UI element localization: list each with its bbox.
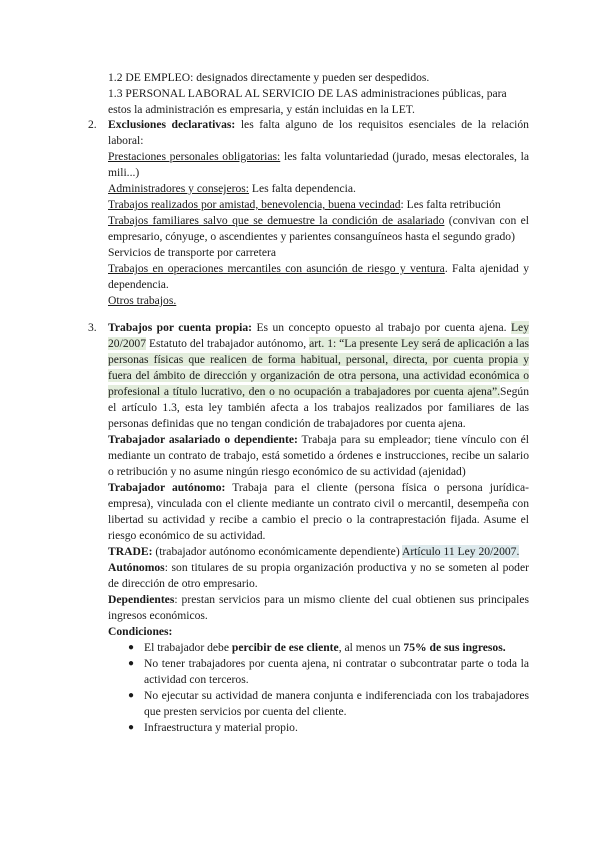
- paragraph-text: Estatuto del trabajador autónomo,: [146, 337, 310, 350]
- exclusion-text: : Les falta retribución: [400, 198, 501, 211]
- bullet-icon: ●: [128, 658, 135, 669]
- section-2-number: 2.: [88, 118, 97, 131]
- exclusion-term: Administradores y consejeros:: [108, 182, 250, 195]
- section-3-number: 3.: [88, 321, 97, 334]
- exclusion-item: [108, 261, 529, 293]
- section-2: [108, 117, 529, 309]
- definition-trade: [108, 544, 529, 560]
- exclusion-text: Servicios de transporte por carretera: [108, 246, 277, 259]
- condition-text: , al menos un: [338, 641, 404, 654]
- conditions-title: Condiciones:: [108, 625, 173, 638]
- exclusion-item: [108, 213, 529, 245]
- condition-text: No tener trabajadores por cuenta ajena, ni contratar o subcontratar parte o toda la actividad con terceros.: [144, 657, 529, 686]
- list-item: [128, 656, 529, 688]
- exclusion-term: Trabajos familiares salvo que se demuestre la condición de asalariado: [108, 214, 445, 227]
- condition-emphasis: percibir de ese cliente: [231, 641, 339, 654]
- list-item: [128, 688, 529, 720]
- exclusion-term: Trabajos en operaciones mercantiles con asunción de riesgo y ventura: [108, 262, 445, 275]
- bullet-icon: ●: [128, 722, 135, 733]
- paragraph-text: Es un concepto opuesto al trabajo por cuenta ajena.: [252, 321, 511, 334]
- list-item: [128, 640, 529, 656]
- definition-term: TRADE:: [108, 545, 153, 558]
- condition-text: No ejecutar su actividad de manera conjunta e indiferenciada con los trabajadores que presten servicios por cuenta del cliente.: [144, 689, 529, 718]
- subitem-personal-laboral: 1.3 PERSONAL LABORAL AL SERVICIO DE LAS administraciones públicas, para estos la administración es empresaria, y están incluidas en la LET.: [108, 87, 507, 116]
- exclusion-item: [108, 181, 529, 197]
- section-2-title: Exclusiones declarativas:: [108, 118, 236, 131]
- exclusion-item: [108, 293, 529, 309]
- section-2-heading: [108, 117, 529, 149]
- condition-text: Infraestructura y material propio.: [144, 721, 298, 734]
- bullet-icon: ●: [128, 642, 135, 653]
- definition-text: (trabajador autónomo económicamente dependiente): [152, 545, 402, 558]
- section-3-title: Trabajos por cuenta propia:: [108, 321, 253, 334]
- definition-dependientes: [108, 592, 529, 624]
- exclusion-term: Trabajos realizados por amistad, benevolencia, buena vecindad: [108, 198, 401, 211]
- definition-term: Autónomos: [108, 561, 165, 574]
- highlight-law: Ley 20/2007: [108, 321, 529, 350]
- definition-autonomo: [108, 480, 529, 544]
- exclusion-item: [108, 149, 529, 181]
- definition-autonomos: [108, 560, 529, 592]
- section-3: [108, 320, 529, 736]
- exclusion-item: [108, 197, 529, 213]
- definition-text: Trabaja para su empleador; tiene vínculo con él mediante un contrato de trabajo, está sometido a órdenes e instrucciones, recibe un salario o retribución y no asume ningún riesgo económico de su actividad (ajenidad): [108, 433, 529, 478]
- condition-emphasis: 75% de sus ingresos.: [403, 641, 506, 654]
- definition-text: : son titulares de su propia organización productiva y no se someten al poder de dirección de otro empresario.: [108, 561, 529, 590]
- exclusion-text: (convivan con el empresario, cónyuge, o ascendientes y parientes consanguíneos hasta el segundo grado): [108, 214, 529, 243]
- definition-text: Trabaja para el cliente (persona física o persona jurídica-empresa), vinculada con el cliente mediante un contrato civil o mercantil, desempeña con libertad su actividad y recibe a cambio el precio o la contraprestación fijada. Asume el riesgo económico de su actividad.: [108, 481, 529, 542]
- section-3-paragraph: [108, 320, 529, 432]
- conditions-heading: [108, 624, 529, 640]
- definition-text: : prestan servicios para un mismo cliente del cual obtienen sus principales ingresos económicos.: [108, 593, 529, 622]
- exclusion-item: [108, 245, 529, 261]
- highlight-article-11: Artículo 11 Ley 20/2007.: [401, 545, 520, 558]
- section-2-intro: les falta alguno de los requisitos esenciales de la relación laboral:: [108, 118, 529, 147]
- exclusion-text: . Falta ajenidad y dependencia.: [108, 262, 529, 291]
- exclusion-term: Otros trabajos.: [108, 294, 177, 307]
- subitem-empleo: 1.2 DE EMPLEO: designados directamente y pueden ser despedidos.: [108, 71, 430, 84]
- definition-term: Trabajador autónomo:: [108, 481, 226, 494]
- exclusion-text: les falta voluntariedad (jurado, mesas electorales, la mili...): [108, 150, 529, 179]
- highlight-article-1: art. 1: “La presente Ley será de aplicación a las personas físicas que realicen de forma habitual, personal, directa, por cuenta propia y fuera del ámbito de dirección y organización de otra persona, una actividad económica o profesional a título lucrativo, den o no ocupación a trabajadores por cuenta ajena”.: [108, 337, 529, 398]
- bullet-icon: ●: [128, 690, 135, 701]
- conditions-list: [108, 640, 529, 736]
- list-item: [128, 720, 529, 736]
- exclusion-text: Les falta dependencia.: [249, 182, 356, 195]
- definition-asalariado: [108, 432, 529, 480]
- exclusion-term: Prestaciones personales obligatorias:: [108, 150, 281, 163]
- definition-term: Dependientes: [108, 593, 175, 606]
- condition-text: El trabajador debe: [144, 641, 232, 654]
- paragraph-text: Según el artículo 1.3, esta ley también afecta a los trabajos realizados por familiares de las personas definidas que no tengan condición de trabajadores por cuenta ajena.: [108, 385, 529, 430]
- definition-term: Trabajador asalariado o dependiente:: [108, 433, 298, 446]
